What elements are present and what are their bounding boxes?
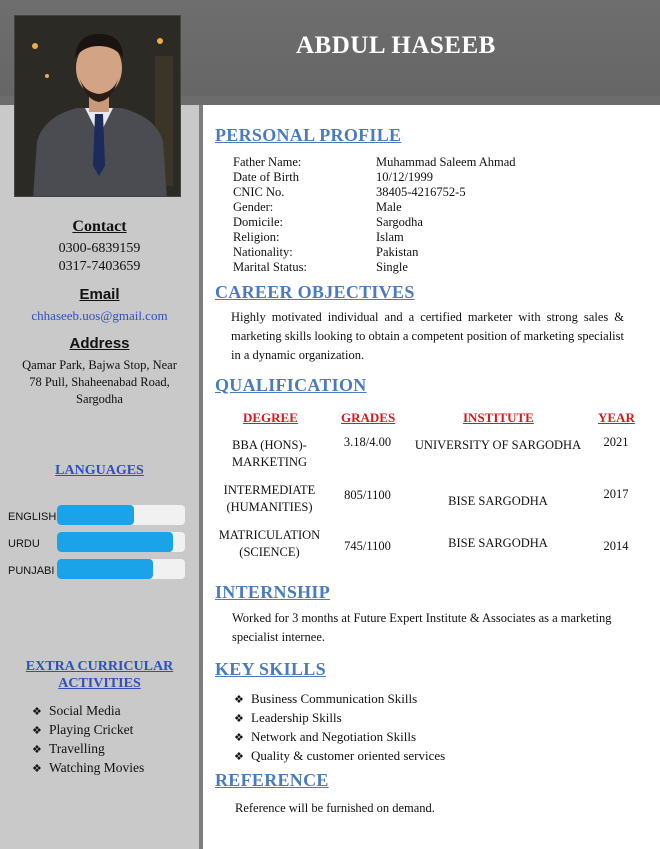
email-heading: Email — [79, 286, 120, 303]
degree-line-1: INTERMEDIATE — [223, 483, 316, 497]
year-cell: 2021 — [603, 435, 629, 449]
diamond-bullet-icon: ❖ — [234, 732, 244, 744]
table-row — [233, 185, 516, 200]
diamond-bullet-icon: ❖ — [32, 744, 42, 756]
year-cell: 2017 — [603, 487, 629, 501]
email-link[interactable]: chhaseeb.uos@gmail.com — [31, 308, 168, 323]
language-bar-urdu — [57, 532, 185, 552]
phone-primary[interactable]: 0300-6839159 — [58, 241, 141, 256]
extra-item-label: Playing Cricket — [49, 722, 134, 737]
language-label-punjabi: PUNJABI — [8, 565, 55, 577]
profile-value: Male — [376, 200, 402, 214]
skill-label: Quality & customer oriented services — [251, 748, 446, 763]
profile-value: 38405-4216752-5 — [376, 185, 466, 199]
personal-profile-heading: PERSONAL PROFILE — [215, 125, 402, 145]
degree-line-1: MATRICULATION — [218, 528, 321, 542]
profile-value: Sargodha — [376, 215, 423, 229]
address-text — [0, 357, 199, 408]
candidate-name: ABDUL HASEEB — [296, 32, 496, 59]
internship-text: Worked for 3 months at Future Expert Institute & Associates as a marketing specialist internee. — [232, 611, 612, 644]
institute-cell: BISE SARGODHA — [448, 494, 548, 508]
table-row — [233, 215, 516, 230]
profile-photo — [14, 15, 181, 197]
grade-cell: 805/1100 — [344, 488, 391, 502]
extra-item-label: Social Media — [49, 703, 121, 718]
language-fill-urdu — [57, 532, 173, 552]
profile-value: 10/12/1999 — [376, 170, 433, 184]
column-header-degree: DEGREE — [243, 410, 298, 425]
languages-heading: LANGUAGES — [55, 463, 144, 478]
profile-label: Marital Status: — [233, 260, 307, 274]
profile-value: Muhammad Saleem Ahmad — [376, 155, 516, 169]
institute-cell: UNIVERSITY OF SARGODHA — [414, 438, 582, 452]
list-item — [32, 702, 144, 721]
degree-cell — [212, 482, 327, 516]
language-label-english: ENGLISH — [8, 511, 57, 523]
extra-heading-line-2: ACTIVITIES — [58, 676, 141, 691]
list-item — [32, 740, 144, 759]
language-label-urdu: URDU — [8, 538, 40, 550]
reference-heading: REFERENCE — [215, 770, 329, 790]
diamond-bullet-icon: ❖ — [234, 751, 244, 763]
profile-value: Pakistan — [376, 245, 419, 259]
sidebar-divider — [199, 105, 203, 849]
diamond-bullet-icon: ❖ — [32, 763, 42, 775]
language-bar-english — [57, 505, 185, 525]
reference-text: Reference will be furnished on demand. — [235, 801, 435, 815]
person-photo-icon — [15, 16, 181, 197]
language-fill-english — [57, 505, 134, 525]
list-item — [234, 747, 445, 766]
extra-curricular-heading — [0, 658, 199, 692]
language-fill-punjabi — [57, 559, 153, 579]
contact-phones — [0, 240, 199, 276]
diamond-bullet-icon: ❖ — [32, 706, 42, 718]
table-row — [233, 170, 516, 185]
table-row — [233, 155, 516, 170]
address-line-3: Sargodha — [76, 392, 123, 406]
contact-heading: Contact — [72, 218, 127, 235]
diamond-bullet-icon: ❖ — [234, 694, 244, 706]
column-header-grades: GRADES — [341, 410, 396, 425]
degree-cell — [212, 437, 327, 471]
qualification-heading: QUALIFICATION — [215, 375, 367, 395]
address-line-2: 78 Pull, Shaheenabad Road, — [29, 375, 170, 389]
profile-value: Islam — [376, 230, 404, 244]
extra-curricular-list — [32, 702, 144, 778]
table-row — [233, 200, 516, 215]
extra-item-label: Watching Movies — [49, 760, 145, 775]
profile-label: Gender: — [233, 200, 274, 214]
phone-secondary[interactable]: 0317-7403659 — [58, 259, 141, 274]
career-objectives-text: Highly motivated individual and a certified marketer with strong sales & marketing skills looking to obtain a competent position of marketing specialist in a dynamic organization. — [231, 310, 624, 362]
profile-label: Date of Birth — [233, 170, 299, 184]
skill-label: Business Communication Skills — [251, 691, 418, 706]
degree-line-2: MARKETING — [232, 455, 307, 469]
key-skills-list — [234, 690, 445, 766]
degree-line-2: (SCIENCE) — [239, 545, 300, 559]
skill-label: Network and Negotiation Skills — [251, 729, 417, 744]
profile-label: CNIC No. — [233, 185, 285, 199]
table-row — [233, 230, 516, 245]
institute-cell: BISE SARGODHA — [448, 536, 548, 550]
list-item — [234, 709, 445, 728]
key-skills-heading: KEY SKILLS — [215, 659, 326, 679]
profile-label: Father Name: — [233, 155, 302, 169]
skill-label: Leadership Skills — [251, 710, 342, 725]
diamond-bullet-icon: ❖ — [32, 725, 42, 737]
internship-heading: INTERNSHIP — [215, 582, 331, 602]
profile-label: Religion: — [233, 230, 280, 244]
grade-cell: 745/1100 — [344, 539, 391, 553]
diamond-bullet-icon: ❖ — [234, 713, 244, 725]
address-line-1: Qamar Park, Bajwa Stop, Near — [22, 358, 177, 372]
list-item — [234, 690, 445, 709]
list-item — [32, 759, 144, 778]
profile-label: Domicile: — [233, 215, 283, 229]
personal-profile-table — [233, 155, 516, 275]
list-item — [32, 721, 144, 740]
table-row — [233, 245, 516, 260]
year-cell: 2014 — [603, 539, 629, 553]
list-item — [234, 728, 445, 747]
grade-cell: 3.18/4.00 — [343, 435, 392, 449]
address-heading: Address — [69, 335, 130, 352]
degree-cell — [212, 527, 327, 561]
table-row — [233, 260, 516, 275]
language-bar-punjabi — [57, 559, 185, 579]
extra-item-label: Travelling — [49, 741, 105, 756]
column-header-institute: INSTITUTE — [463, 410, 534, 425]
degree-line-2: (HUMANITIES) — [226, 500, 313, 514]
profile-value: Single — [376, 260, 408, 274]
profile-label: Nationality: — [233, 245, 293, 259]
career-objectives-heading: CAREER OBJECTIVES — [215, 282, 415, 302]
degree-line-1: BBA (HONS)- — [232, 438, 307, 452]
extra-heading-line-1: EXTRA CURRICULAR — [25, 659, 174, 674]
column-header-year: YEAR — [598, 410, 635, 425]
